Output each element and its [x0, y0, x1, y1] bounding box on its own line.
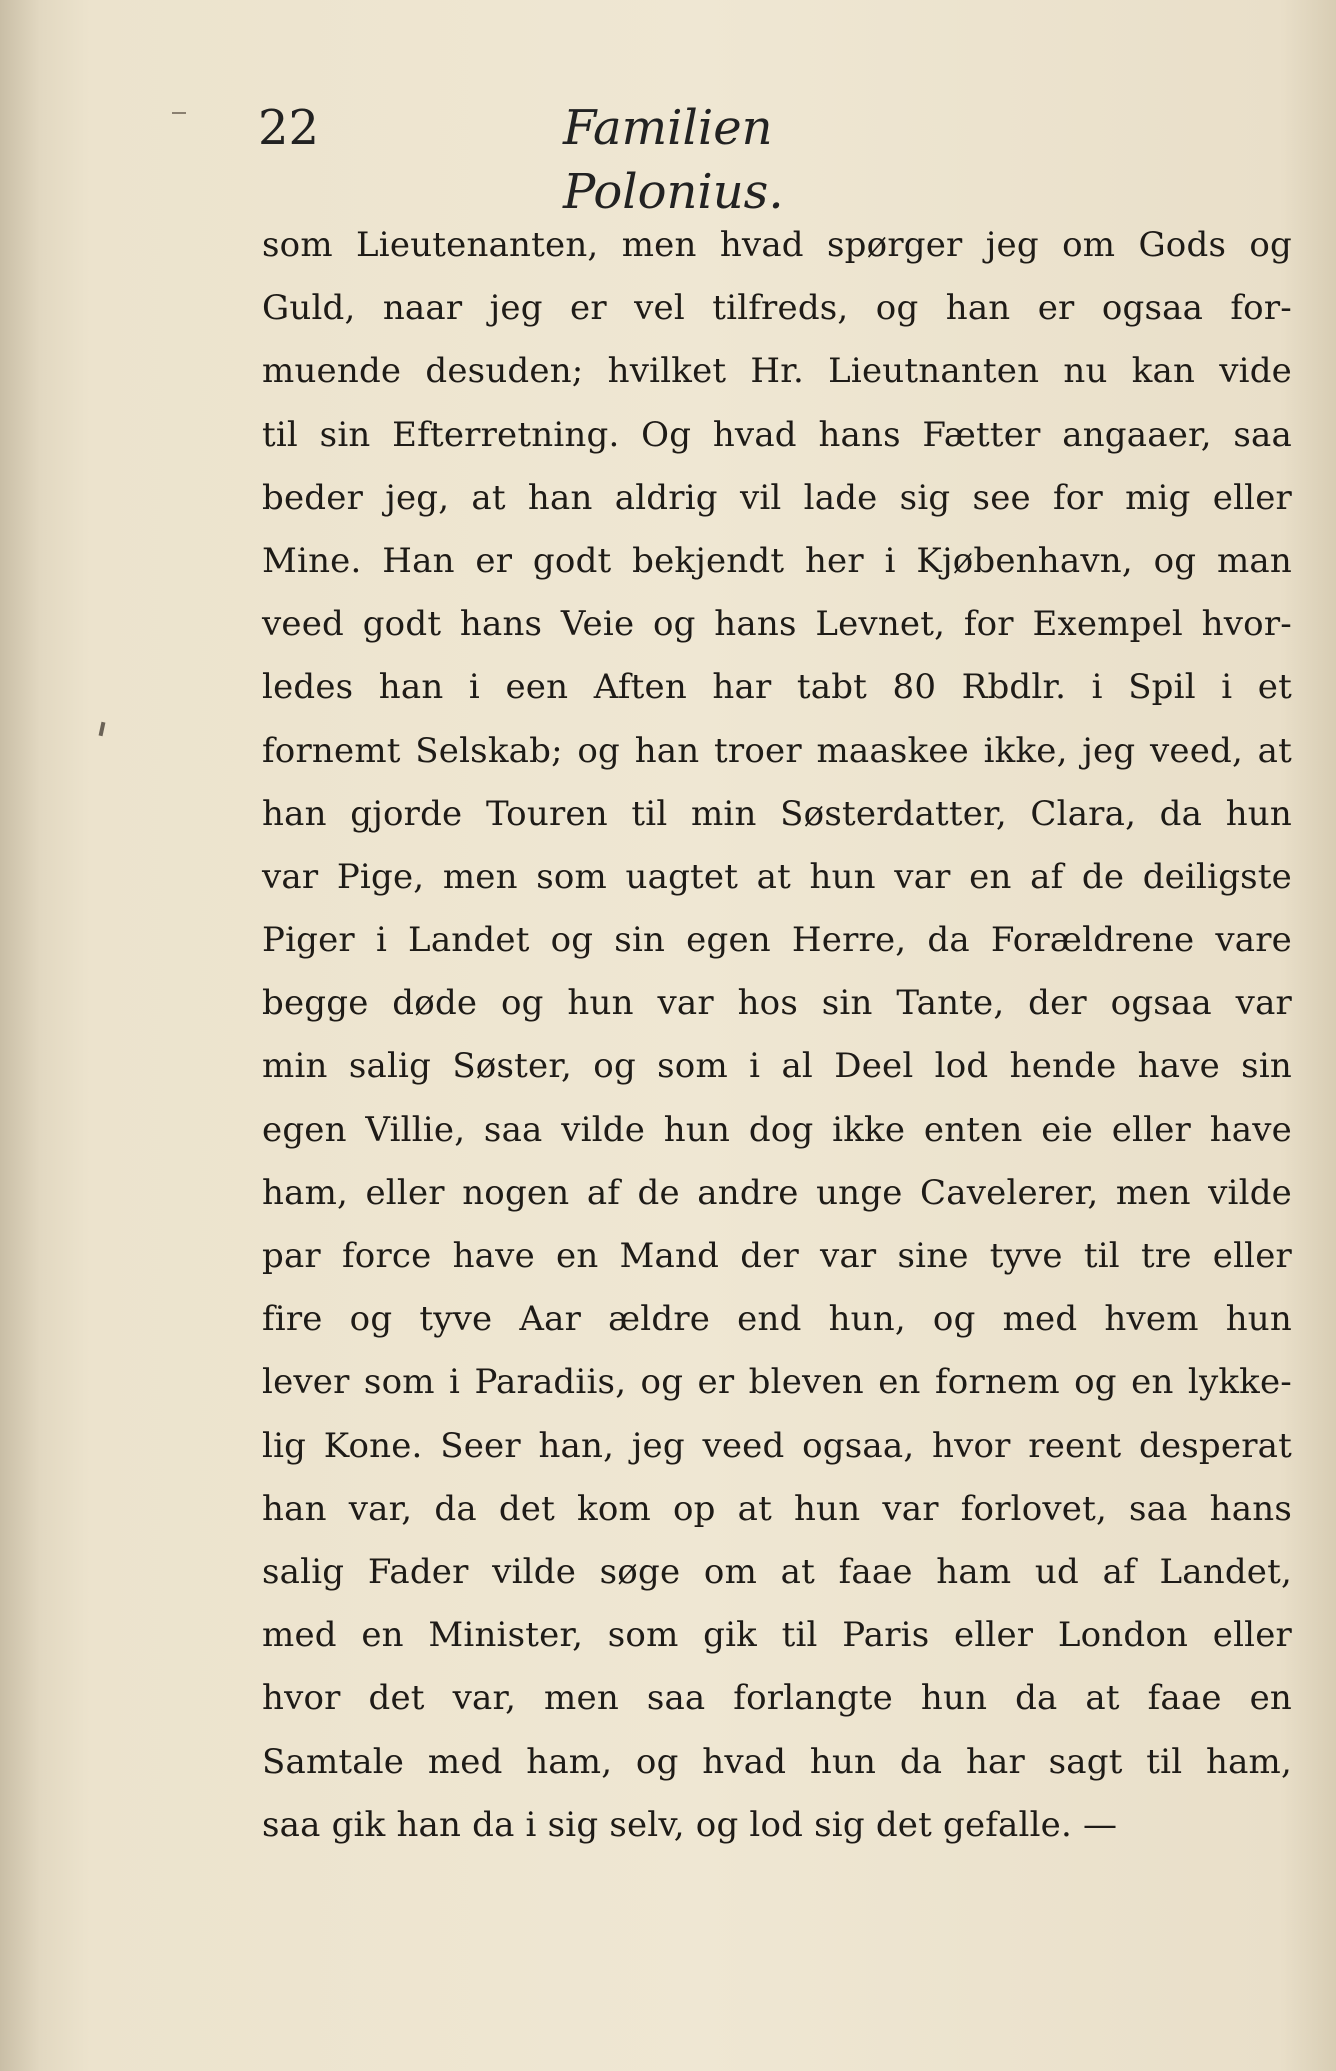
text-line: Mine. Han er godt bekjendt her i Kjøbenhavn, og man [262, 540, 1292, 581]
page-number: 22 [258, 100, 320, 156]
text-line: til sin Efterretning. Og hvad hans Fætter angaaer, saa [262, 414, 1292, 455]
text-line: veed godt hans Veie og hans Levnet, for Exempel hvor- [262, 604, 1292, 645]
text-line: med en Minister, som gik til Paris eller London eller [262, 1615, 1292, 1656]
text-line: fornemt Selskab; og han troer maaskee ikke, jeg veed, at [262, 730, 1292, 771]
text-line: hvor det var, men saa forlangte hun da at faae en [262, 1678, 1292, 1719]
text-line: lever som i Paradiis, og er bleven en fornem og en lykke- [262, 1362, 1292, 1403]
text-line: han gjorde Touren til min Søsterdatter, Clara, da hun [262, 793, 1292, 834]
text-line: beder jeg, at han aldrig vil lade sig see for mig eller [262, 477, 1292, 518]
text-line: egen Villie, saa vilde hun dog ikke enten eie eller have [262, 1109, 1292, 1150]
text-line: saa gik han da i sig selv, og lod sig det gefalle. — [262, 1804, 1118, 1845]
text-line: Piger i Landet og sin egen Herre, da Forældrene vare [262, 920, 1292, 961]
body-text [262, 214, 1292, 1857]
text-line: ham, eller nogen af de andre unge Cavelerer, men vilde [262, 1172, 1292, 1213]
text-line: ledes han i een Aften har tabt 80 Rbdlr. i Spil i et [262, 667, 1292, 708]
text-line: var Pige, men som uagtet at hun var en af de deiligste [262, 856, 1292, 897]
text-line: begge døde og hun var hos sin Tante, der ogsaa var [262, 983, 1292, 1024]
text-line: Guld, naar jeg er vel tilfreds, og han er ogsaa for- [262, 288, 1292, 329]
paper-speck [99, 722, 106, 737]
text-line: min salig Søster, og som i al Deel lod hende have sin [262, 1046, 1292, 1087]
text-line: muende desuden; hvilket Hr. Lieutnanten nu kan vide [262, 351, 1292, 392]
text-line: Samtale med ham, og hvad hun da har sagt til ham, [262, 1741, 1292, 1782]
margin-mark [172, 112, 186, 114]
text-line: fire og tyve Aar ældre end hun, og med hvem hun [262, 1299, 1292, 1340]
text-line: lig Kone. Seer han, jeg veed ogsaa, hvor reent desperat [262, 1425, 1292, 1466]
text-line: par force have en Mand der var sine tyve til tre eller [262, 1236, 1292, 1276]
text-line: salig Fader vilde søge om at faae ham ud af Landet, [262, 1551, 1292, 1592]
running-title: Familien Polonius. [563, 100, 784, 220]
text-line: han var, da det kom op at hun var forlovet, saa hans [262, 1488, 1292, 1529]
text-line: som Lieutenanten, men hvad spørger jeg om Gods og [262, 225, 1292, 265]
page-header [258, 96, 968, 220]
